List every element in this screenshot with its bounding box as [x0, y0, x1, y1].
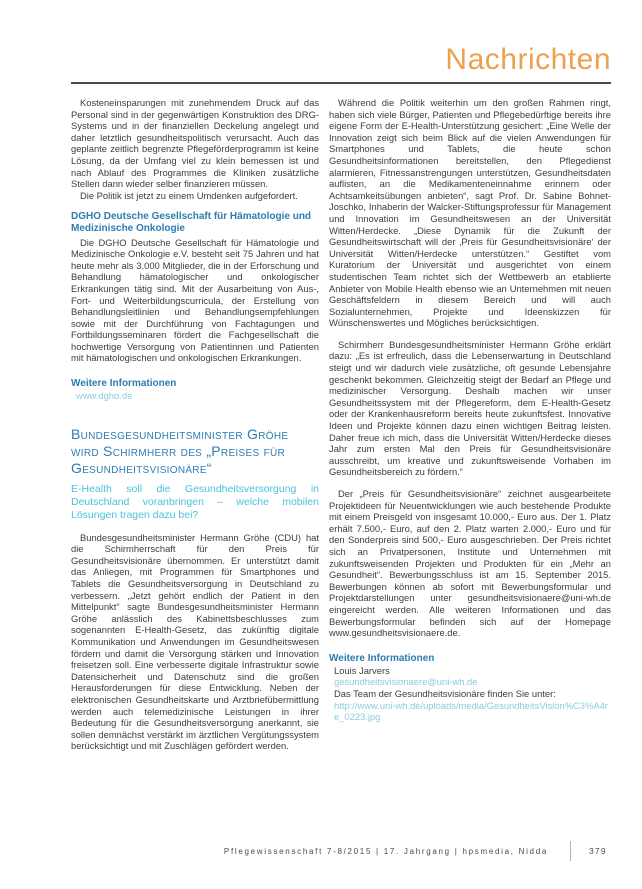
paragraph-politik-umdenken: Die Politik ist jetzt zu einem Umdenken aufgefordert.: [80, 189, 298, 201]
team-hint-text: Das Team der Gesundheitsvisionäre finden Sie unter:: [334, 687, 556, 699]
more-info-label: Weitere Informationen: [71, 378, 177, 390]
groehe-paragraph: Bundesgesundheitsminister Hermann Gröhe (CDU) hat die Schirmherrschaft für den Preis für Gesundheitsvisionäre übernommen. Er unterstützt damit das Anliegen, mit Programmen für Smartphones und Tablets die Gesundheitsversorgung in Deutschland zu verbessern. „Jetzt gehört endlich der Patient in den Mittelpunkt“ sagte Bundesgesundheitsminister Hermann Gröhe anlässlich des Kabinettsbeschlusses zum sogenannten E-Health-Gesetz, das zukünftig digitale Kommunikation und Anwendungen im Gesundheitswesen fördern und damit die Versorgung stärken und Innovation freisetzen soll. Eine verbesserte digitale Infrastruktur sowie Datensicherheit und Datenschutz sind die großen Herausforderungen für diese Entwicklung. Neben der elektronischen Gesundheitskarte und Arztbriefübermittlung werden auch telemedizinische Leistungen in ihrer Bedeutung für die Gesundheitsversorgung anerkannt, sie sollen demnächst verstärkt im ärztlichen Vergütungssystem berücksichtigt und mit Zuschlägen gefördert werden.: [71, 531, 319, 752]
footer-divider: [570, 841, 571, 861]
dgho-more-info-block: [71, 378, 319, 402]
header-divider: [71, 82, 611, 84]
groehe-section-heading: Bundesgesundheitsminister Gröhe wird Schirmherr des „Preises für Gesundheitsvisionäre“: [71, 425, 289, 476]
paragraph-kosteneinsparungen: Kosteneinsparungen mit zunehmendem Druck auf das Personal sind in der gegenwärtigen Konstruktion des DRG-Systems und in der finanziellen Deckelung angelegt und daher letztlich gesundheitspolitisch verursacht. Auch das geplante zeitlich begrenzte Pflegeförderprogramm ist keine Lösung, da der Umfang viel zu klein bemessen ist und nach Ablauf des Programmes die Kliniken zusätzliche Stellen dann wieder selber finanzieren müssen.: [71, 97, 319, 190]
page-footer: [71, 841, 611, 861]
journal-imprint: Pflegewissenschaft 7-8/2015 | 17. Jahrgang | hpsmedia, Nidda: [223, 846, 548, 856]
groehe-subheading: E-Health soll die Gesundheitsversorgung in Deutschland voranbringen – welche mobilen Lösungen tragen dazu bei?: [71, 482, 319, 521]
preis-more-info-block: [329, 653, 611, 723]
contact-email-link[interactable]: gesundheitsvisionaere@uni-wh.de: [334, 676, 478, 688]
more-info-label: Weitere Informationen: [329, 652, 435, 664]
paragraph-schirmherr-zitat: Schirmherr Bundesgesundheitsminister Hermann Gröhe erklärt dazu: „Es ist erfreulich, dass die Lebenserwartung in Deutschland steigt und wir dadurch viele zusätzliche, oft gesunde Lebensjahre geschenkt bekommen. Gleichzeitig steigt der Bedarf an Pflege und medizinischer Versorgung. Deshalb machen wir unser Gesundheitssystem mit der Pflegereform, dem E-Health-Gesetz oder der Krankenhausreform bereits heute zukunftsfest. Innovative Ideen und Projekte können dazu einen wichtigen Beitrag leisten. Daher freue ich mich, dass die Universität Witten/Herdecke dieses Jahr zum ersten Mal den Preis für Gesundheitsvisionäre ausschreibt, um kreative und zukunftsweisende Vorhaben im Gesundheitsbereich zu fördern.“: [329, 338, 611, 478]
page-title: Nachrichten: [445, 43, 611, 76]
paragraph-preisgeld: Der „Preis für Gesundheitsvisionäre“ zeichnet ausgearbeitete Projektideen für Neuentwicklungen wie auch bestehende Produkte mit einem Preisgeld von insgesamt 10.000,- Euro aus. Der 1. Platz erhält 7.500,- Euro, auf den 2. Platz warten 2.000,- Euro und für den Sonderpreis sind 500,- Euro ausgeschrieben. Der Preis richtet sich an Privatpersonen, Institute und Unternehmen mit zukunftsweisenden Projekten und Produkten für ein „Mehr an Gesundheit“. Bewerbungsschluss ist am 15. September 2015. Bewerbungen können ab sofort mit Bewerbungsformular und Projektdarstellungen unter gesundheitsvisionaere@uni-wh.de eingereicht werden. Alle weiteren Informationen und das Bewerbungsformular befinden sich auf der Homepage www.gesundheitsvisionaere.de.: [329, 488, 611, 639]
right-column: [329, 97, 611, 849]
contact-name: Louis Jarvers: [334, 664, 390, 676]
dgho-website-link[interactable]: www.dgho.de: [76, 390, 133, 402]
team-photo-link[interactable]: http://www.uni-wh.de/uploads/media/GesundheitsVision%C3%A4re_0223.jpg: [334, 699, 608, 723]
page-number: 379: [589, 846, 607, 856]
dgho-paragraph: Die DGHO Deutsche Gesellschaft für Hämatologie und Medizinische Onkologie e.V. besteht seit 75 Jahren und hat heute mehr als 3.000 Mitglieder, die in der Erforschung und Behandlung hämatologischer und onkologischer Erkrankungen tätig sind. Mit der Ausarbeitung von Aus-, Fort- und Weiterbildungscurricula, der Erstellung von Behandlungsleitlinien und Behandlungsempfehlungen sowie mit der Durchführung von Fachtagungen und Fortbildungsseminaren fördert die Fachgesellschaft die hochwertige Versorgung von Patientinnen und Patienten mit hämatologischen und onkologischen Erkrankungen.: [71, 236, 319, 364]
content-columns: [71, 97, 611, 849]
paragraph-ehealth-innovation: Während die Politik weiterhin um den großen Rahmen ringt, haben sich viele Bürger, Patienten und Pflegebedürftige bereits ihre eigene Form der E-Health-Unterstützung gesichert: „Eine Welle der Innovation zeigt sich beim Blick auf die vielen Anwendungen für Smartphones und Tablets, die heute schon Gesundheitsinformationen bereitstellen, den Pflegedienst alarmieren, Fitnessanstrengungen unterstützen, Gesundheitsdaten auflisten, an die Medikamenteneinnahme erinnern oder Achtsamkeitsübungen anbieten“, sagt Prof. Dr. Sabine Bohnet-Joschko, Inhaberin der Walcker-Stiftungsprofessur für Management und Innovation im Gesundheitswesen an der Universität Witten/Herdecke. „Diese Dynamik für die Zukunft der Gesundheitswirtschaft will der ‚Preis für Gesundheitsvisionäre‘ der Universität Witten/Herdecke unterstützen.“ Gestiftet vom Kuratorium der Universität und ausgerichtet von einem studentischen Team richtet sich der Wettbewerb an etablierte Anbieter von Mobile Health ebenso wie an Unternehmen mit neuen Geschäftsfeldern in diesem Bereich und will auch Sozialunternehmen, Projekte und Ideenskizzen für Wünschenswertes und Mögliches berücksichtigen.: [329, 97, 611, 329]
left-column: [71, 97, 319, 849]
page-header: [71, 42, 611, 78]
dgho-section-heading: DGHO Deutsche Gesellschaft für Hämatologie und Medizinische Onkologie: [71, 211, 312, 234]
